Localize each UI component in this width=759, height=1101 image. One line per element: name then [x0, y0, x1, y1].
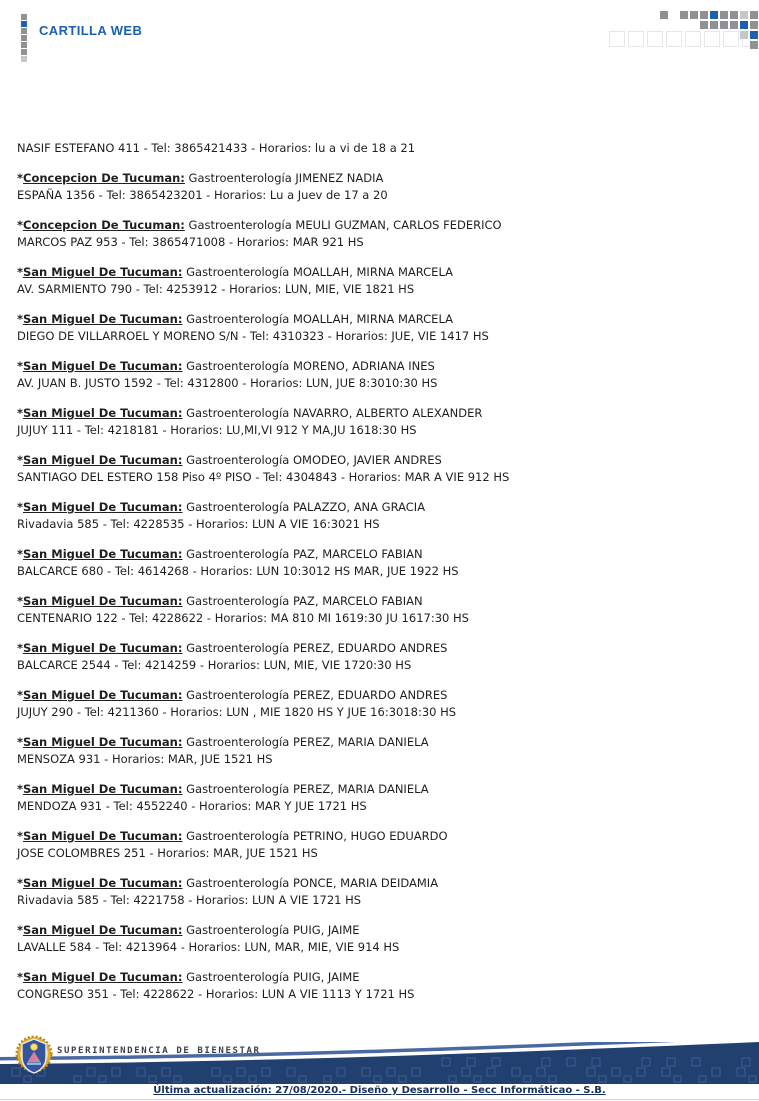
entry-city: San Miguel De Tucuman:: [23, 264, 183, 279]
entry-specialty-provider: Gastroenterología PEREZ, EDUARDO ANDRES: [182, 640, 448, 655]
entry-marker: *: [17, 452, 24, 467]
entry-marker: *: [17, 170, 24, 185]
entry-details: MENSOZA 931 - Horarios: MAR, JUE 1521 HS: [17, 752, 273, 766]
entry-details: ESPAÑA 1356 - Tel: 3865423201 - Horarios: Lu a Juev de 17 a 20: [17, 188, 388, 202]
continuation-line: NASIF ESTEFANO 411 - Tel: 3865421433 - Horarios: lu a vi de 18 a 21: [17, 141, 416, 155]
entry-marker: *: [17, 828, 24, 843]
provider-entry: [17, 734, 742, 769]
entry-marker: *: [17, 922, 24, 937]
entry-specialty-provider: Gastroenterología NAVARRO, ALBERTO ALEXANDER: [182, 405, 483, 420]
provider-entry: [17, 405, 742, 440]
provider-entry: [17, 969, 742, 1004]
last-update-line: Última actualización: 27/08/2020.- Diseño y Desarrollo - Secc Informáticao - S.B.: [153, 1085, 606, 1096]
entry-details: AV. JUAN B. JUSTO 1592 - Tel: 4312800 - Horarios: LUN, JUE 8:3010:30 HS: [17, 376, 438, 390]
entry-city: San Miguel De Tucuman:: [23, 311, 183, 326]
entry-details: SANTIAGO DEL ESTERO 158 Piso 4º PISO - Tel: 4304843 - Horarios: MAR A VIE 912 HS: [17, 470, 510, 484]
entry-city: San Miguel De Tucuman:: [23, 640, 183, 655]
entry-city: San Miguel De Tucuman:: [23, 452, 183, 467]
entry-city: Concepcion De Tucuman:: [23, 170, 185, 185]
entry-marker: *: [17, 640, 24, 655]
entry-specialty-provider: Gastroenterología PEREZ, MARIA DANIELA: [182, 781, 429, 796]
provider-entry: [17, 170, 742, 205]
entry-details: JUJUY 111 - Tel: 4218181 - Horarios: LU,MI,VI 912 Y MA,JU 1618:30 HS: [17, 423, 417, 437]
entry-specialty-provider: Gastroenterología MOALLAH, MIRNA MARCELA: [182, 311, 453, 326]
provider-entry: [17, 593, 742, 628]
provider-entry: [17, 311, 742, 346]
entry-details: CENTENARIO 122 - Tel: 4228622 - Horarios: MA 810 MI 1619:30 JU 1617:30 HS: [17, 611, 469, 625]
entry-details: MARCOS PAZ 953 - Tel: 3865471008 - Horarios: MAR 921 HS: [17, 235, 364, 249]
provider-entry: [17, 687, 742, 722]
entry-marker: *: [17, 311, 24, 326]
entry-marker: *: [17, 687, 24, 702]
entry-details: JOSE COLOMBRES 251 - Horarios: MAR, JUE 1521 HS: [17, 846, 318, 860]
entry-specialty-provider: Gastroenterología PEREZ, EDUARDO ANDRES: [182, 687, 448, 702]
provider-entry: [17, 828, 742, 863]
entry-specialty-provider: Gastroenterología MOALLAH, MIRNA MARCELA: [182, 264, 453, 279]
entry-city: San Miguel De Tucuman:: [23, 687, 183, 702]
page-bottom-divider: [0, 1099, 759, 1100]
provider-entry: [17, 264, 742, 299]
pixel-grid-decoration: [660, 11, 758, 51]
provider-entry: [17, 499, 742, 534]
provider-list: [17, 140, 742, 1016]
entry-details: Rivadavia 585 - Tel: 4221758 - Horarios: LUN A VIE 1721 HS: [17, 893, 362, 907]
entry-city: San Miguel De Tucuman:: [23, 875, 183, 890]
provider-entry: [17, 217, 742, 252]
entry-specialty-provider: Gastroenterología PUIG, JAIME: [182, 922, 360, 937]
entry-details: BALCARCE 2544 - Tel: 4214259 - Horarios: LUN, MIE, VIE 1720:30 HS: [17, 658, 412, 672]
entry-marker: *: [17, 546, 24, 561]
entry-marker: *: [17, 264, 24, 279]
entry-marker: *: [17, 734, 24, 749]
entry-marker: *: [17, 781, 24, 796]
app-logo-squares-icon: [21, 14, 27, 62]
entry-details: DIEGO DE VILLARROEL Y MORENO S/N - Tel: 4310323 - Horarios: JUE, VIE 1417 HS: [17, 329, 489, 343]
entry-marker: *: [17, 499, 24, 514]
entry-city: San Miguel De Tucuman:: [23, 593, 183, 608]
entry-city: San Miguel De Tucuman:: [23, 922, 183, 937]
provider-entry: [17, 358, 742, 393]
organization-name: SUPERINTENDENCIA DE BIENESTAR: [57, 1046, 261, 1056]
provider-entry: [17, 452, 742, 487]
provider-entry: [17, 781, 742, 816]
entry-city: San Miguel De Tucuman:: [23, 499, 183, 514]
entry-marker: *: [17, 358, 24, 373]
entry-specialty-provider: Gastroenterología PALAZZO, ANA GRACIA: [182, 499, 426, 514]
entry-details: BALCARCE 680 - Tel: 4614268 - Horarios: LUN 10:3012 HS MAR, JUE 1922 HS: [17, 564, 459, 578]
entry-city: San Miguel De Tucuman:: [23, 358, 183, 373]
entry-marker: *: [17, 593, 24, 608]
entry-specialty-provider: Gastroenterología MORENO, ADRIANA INES: [182, 358, 435, 373]
entry-specialty-provider: Gastroenterología PETRINO, HUGO EDUARDO: [182, 828, 448, 843]
page-title: CARTILLA WEB: [39, 23, 143, 38]
entry-specialty-provider: Gastroenterología MEULI GUZMAN, CARLOS FEDERICO: [184, 217, 502, 232]
provider-entry: [17, 922, 742, 957]
entry-specialty-provider: Gastroenterología PAZ, MARCELO FABIAN: [182, 546, 423, 561]
entry-city: San Miguel De Tucuman:: [23, 405, 183, 420]
entry-specialty-provider: Gastroenterología PAZ, MARCELO FABIAN: [182, 593, 423, 608]
provider-entry: [17, 546, 742, 581]
entry-details: MENDOZA 931 - Tel: 4552240 - Horarios: MAR Y JUE 1721 HS: [17, 799, 367, 813]
entry-specialty-provider: Gastroenterología PEREZ, MARIA DANIELA: [182, 734, 429, 749]
entry-details: CONGRESO 351 - Tel: 4228622 - Horarios: LUN A VIE 1113 Y 1721 HS: [17, 987, 415, 1001]
shield-crest-icon: [15, 1033, 53, 1077]
entry-details: LAVALLE 584 - Tel: 4213964 - Horarios: LUN, MAR, MIE, VIE 914 HS: [17, 940, 400, 954]
entry-marker: *: [17, 969, 24, 984]
entry-city: San Miguel De Tucuman:: [23, 969, 183, 984]
entry-city: San Miguel De Tucuman:: [23, 546, 183, 561]
entry-city: Concepcion De Tucuman:: [23, 217, 185, 232]
entry-details: JUJUY 290 - Tel: 4211360 - Horarios: LUN , MIE 1820 HS Y JUE 16:3018:30 HS: [17, 705, 457, 719]
provider-entry: [17, 640, 742, 675]
entry-city: San Miguel De Tucuman:: [23, 828, 183, 843]
entry-marker: *: [17, 217, 24, 232]
entry-specialty-provider: Gastroenterología JIMENEZ NADIA: [184, 170, 384, 185]
entry-city: San Miguel De Tucuman:: [23, 781, 183, 796]
entry-details: AV. SARMIENTO 790 - Tel: 4253912 - Horarios: LUN, MIE, VIE 1821 HS: [17, 282, 415, 296]
entry-marker: *: [17, 405, 24, 420]
provider-entry: [17, 875, 742, 910]
entry-city: San Miguel De Tucuman:: [23, 734, 183, 749]
entry-details: Rivadavia 585 - Tel: 4228535 - Horarios: LUN A VIE 16:3021 HS: [17, 517, 380, 531]
entry-specialty-provider: Gastroenterología OMODEO, JAVIER ANDRES: [182, 452, 442, 467]
entry-specialty-provider: Gastroenterología PONCE, MARIA DEIDAMIA: [182, 875, 439, 890]
entry-specialty-provider: Gastroenterología PUIG, JAIME: [182, 969, 360, 984]
entry-marker: *: [17, 875, 24, 890]
